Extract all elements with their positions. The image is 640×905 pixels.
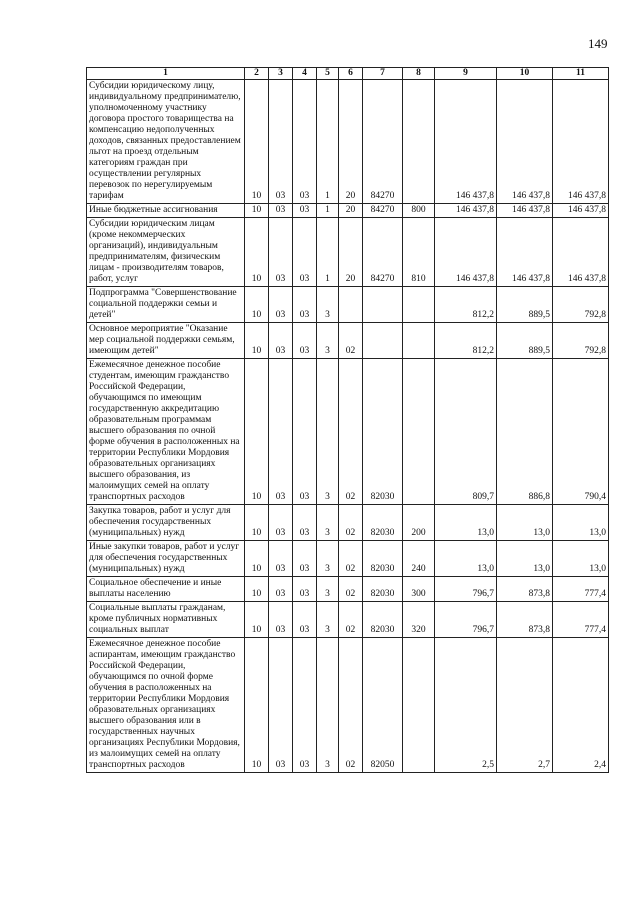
table-row	[87, 80, 609, 204]
row-code-subsection: 03	[269, 204, 293, 218]
table-row	[87, 359, 609, 505]
row-code-expense-type	[403, 359, 435, 505]
row-code-expense-type	[403, 80, 435, 204]
row-code-expense-type: 240	[403, 541, 435, 577]
header-cell: 7	[363, 68, 403, 80]
row-code-subsection: 03	[269, 602, 293, 638]
table-row	[87, 287, 609, 323]
row-code-measure	[339, 287, 363, 323]
table-row	[87, 577, 609, 602]
row-amount-col10: 873,8	[497, 577, 553, 602]
row-code-section: 10	[245, 602, 269, 638]
row-code-direction: 84270	[363, 204, 403, 218]
row-code-measure: 20	[339, 218, 363, 287]
row-code-subsection: 03	[269, 359, 293, 505]
row-amount-col10: 146 437,8	[497, 218, 553, 287]
row-code-program: 03	[293, 287, 317, 323]
row-code-direction: 84270	[363, 218, 403, 287]
row-code-section: 10	[245, 323, 269, 359]
row-amount-col9: 146 437,8	[435, 80, 497, 204]
row-amount-col11: 792,8	[553, 287, 609, 323]
row-name: Ежемесячное денежное пособие студентам, имеющим гражданство Российской Федерации, обучающимся по имеющим государственную аккредитацию образовательным программам высшего образования по очной форме обучения в расположенных на территории Республики Мордовия образовательных организациях высшего образования, из малоимущих семей на оплату транспортных расходов	[87, 359, 245, 505]
row-code-subprogram: 3	[317, 577, 339, 602]
table-row	[87, 505, 609, 541]
row-code-measure: 20	[339, 80, 363, 204]
row-amount-col10: 889,5	[497, 323, 553, 359]
header-cell: 4	[293, 68, 317, 80]
row-amount-col11: 146 437,8	[553, 204, 609, 218]
row-code-program: 03	[293, 541, 317, 577]
row-code-subsection: 03	[269, 218, 293, 287]
row-amount-col10: 873,8	[497, 602, 553, 638]
row-name: Иные закупки товаров, работ и услуг для обеспечения государственных (муниципальных) нужд	[87, 541, 245, 577]
row-name: Субсидии юридическому лицу, индивидуальному предпринимателю, уполномоченному участнику договора простого товарищества на компенсацию недополученных доходов, связанных предоставлением льгот на проезд отдельным категориям граждан при осуществлении регулярных перевозок по нерегулируемым тарифам	[87, 80, 245, 204]
row-amount-col10: 146 437,8	[497, 204, 553, 218]
row-code-direction	[363, 323, 403, 359]
table-body	[87, 80, 609, 773]
row-code-section: 10	[245, 541, 269, 577]
row-amount-col9: 146 437,8	[435, 218, 497, 287]
row-code-program: 03	[293, 602, 317, 638]
row-code-direction: 82030	[363, 359, 403, 505]
header-row	[87, 68, 609, 80]
row-code-program: 03	[293, 80, 317, 204]
table-row	[87, 323, 609, 359]
table-row	[87, 541, 609, 577]
row-amount-col10: 886,8	[497, 359, 553, 505]
row-amount-col10: 13,0	[497, 505, 553, 541]
header-cell: 1	[87, 68, 245, 80]
row-code-section: 10	[245, 359, 269, 505]
row-name: Социальное обеспечение и иные выплаты населению	[87, 577, 245, 602]
row-code-section: 10	[245, 80, 269, 204]
header-cell: 5	[317, 68, 339, 80]
row-amount-col10: 889,5	[497, 287, 553, 323]
row-code-expense-type: 800	[403, 204, 435, 218]
row-code-measure: 02	[339, 602, 363, 638]
row-name: Социальные выплаты гражданам, кроме публичных нормативных социальных выплат	[87, 602, 245, 638]
row-amount-col9: 809,7	[435, 359, 497, 505]
row-amount-col9: 146 437,8	[435, 204, 497, 218]
row-code-direction: 84270	[363, 80, 403, 204]
header-cell: 6	[339, 68, 363, 80]
row-code-program: 03	[293, 323, 317, 359]
row-code-subsection: 03	[269, 287, 293, 323]
row-code-subsection: 03	[269, 541, 293, 577]
row-code-program: 03	[293, 359, 317, 505]
table-row	[87, 638, 609, 773]
row-code-subprogram: 3	[317, 602, 339, 638]
row-name: Субсидии юридическим лицам (кроме некоммерческих организаций), индивидуальным предпринимателям, физическим лицам - производителям товаров, работ, услуг	[87, 218, 245, 287]
row-amount-col9: 812,2	[435, 323, 497, 359]
row-amount-col9: 13,0	[435, 541, 497, 577]
row-amount-col9: 796,7	[435, 602, 497, 638]
row-code-measure: 20	[339, 204, 363, 218]
header-cell: 8	[403, 68, 435, 80]
row-amount-col10: 146 437,8	[497, 80, 553, 204]
row-code-measure: 02	[339, 505, 363, 541]
row-code-direction: 82050	[363, 638, 403, 773]
table-row	[87, 204, 609, 218]
row-name: Ежемесячное денежное пособие аспирантам, имеющим гражданство Российской Федерации, обучающимся по очной форме обучения в расположенных на территории Республики Мордовия образовательных организациях высшего образования или в государственных научных организациях Республики Мордовия, из малоимущих семей на оплату транспортных расходов	[87, 638, 245, 773]
row-code-expense-type: 300	[403, 577, 435, 602]
row-code-subsection: 03	[269, 323, 293, 359]
row-name: Подпрограмма "Совершенствование социальной поддержки семьи и детей"	[87, 287, 245, 323]
row-code-subprogram: 1	[317, 204, 339, 218]
row-code-program: 03	[293, 638, 317, 773]
row-code-section: 10	[245, 638, 269, 773]
row-code-measure: 02	[339, 577, 363, 602]
row-code-measure: 02	[339, 359, 363, 505]
row-code-subprogram: 3	[317, 359, 339, 505]
row-code-program: 03	[293, 505, 317, 541]
row-amount-col11: 777,4	[553, 577, 609, 602]
row-code-section: 10	[245, 287, 269, 323]
header-cell: 10	[497, 68, 553, 80]
row-code-subprogram: 1	[317, 218, 339, 287]
row-amount-col10: 13,0	[497, 541, 553, 577]
row-code-program: 03	[293, 218, 317, 287]
row-code-subsection: 03	[269, 638, 293, 773]
row-code-section: 10	[245, 204, 269, 218]
row-code-program: 03	[293, 204, 317, 218]
row-code-direction	[363, 287, 403, 323]
row-code-expense-type: 320	[403, 602, 435, 638]
row-code-subprogram: 1	[317, 80, 339, 204]
row-code-subprogram: 3	[317, 323, 339, 359]
row-amount-col11: 2,4	[553, 638, 609, 773]
row-code-direction: 82030	[363, 541, 403, 577]
row-amount-col11: 146 437,8	[553, 218, 609, 287]
row-code-expense-type: 200	[403, 505, 435, 541]
table-row	[87, 218, 609, 287]
row-code-measure: 02	[339, 638, 363, 773]
table-row	[87, 602, 609, 638]
header-cell: 11	[553, 68, 609, 80]
header-cell: 9	[435, 68, 497, 80]
row-code-section: 10	[245, 505, 269, 541]
row-name: Закупка товаров, работ и услуг для обеспечения государственных (муниципальных) нужд	[87, 505, 245, 541]
row-amount-col9: 13,0	[435, 505, 497, 541]
row-code-subprogram: 3	[317, 541, 339, 577]
header-cell: 3	[269, 68, 293, 80]
row-amount-col9: 2,5	[435, 638, 497, 773]
header-cell: 2	[245, 68, 269, 80]
row-amount-col11: 792,8	[553, 323, 609, 359]
row-name: Иные бюджетные ассигнования	[87, 204, 245, 218]
row-amount-col11: 790,4	[553, 359, 609, 505]
row-code-direction: 82030	[363, 577, 403, 602]
row-code-expense-type: 810	[403, 218, 435, 287]
row-code-subprogram: 3	[317, 638, 339, 773]
row-code-subsection: 03	[269, 80, 293, 204]
row-code-expense-type	[403, 323, 435, 359]
row-amount-col10: 2,7	[497, 638, 553, 773]
row-code-measure: 02	[339, 323, 363, 359]
page-number: 149	[588, 36, 608, 51]
row-amount-col11: 13,0	[553, 505, 609, 541]
row-code-section: 10	[245, 218, 269, 287]
row-amount-col11: 13,0	[553, 541, 609, 577]
row-code-subsection: 03	[269, 505, 293, 541]
row-code-program: 03	[293, 577, 317, 602]
row-code-direction: 82030	[363, 602, 403, 638]
row-code-expense-type	[403, 287, 435, 323]
row-code-subprogram: 3	[317, 287, 339, 323]
row-code-measure: 02	[339, 541, 363, 577]
row-code-subsection: 03	[269, 577, 293, 602]
row-code-direction: 82030	[363, 505, 403, 541]
row-amount-col11: 146 437,8	[553, 80, 609, 204]
row-amount-col11: 777,4	[553, 602, 609, 638]
row-amount-col9: 796,7	[435, 577, 497, 602]
row-name: Основное мероприятие "Оказание мер социальной поддержки семьям, имеющим детей"	[87, 323, 245, 359]
row-amount-col9: 812,2	[435, 287, 497, 323]
row-code-subprogram: 3	[317, 505, 339, 541]
budget-table	[86, 67, 609, 773]
row-code-section: 10	[245, 577, 269, 602]
row-code-expense-type	[403, 638, 435, 773]
